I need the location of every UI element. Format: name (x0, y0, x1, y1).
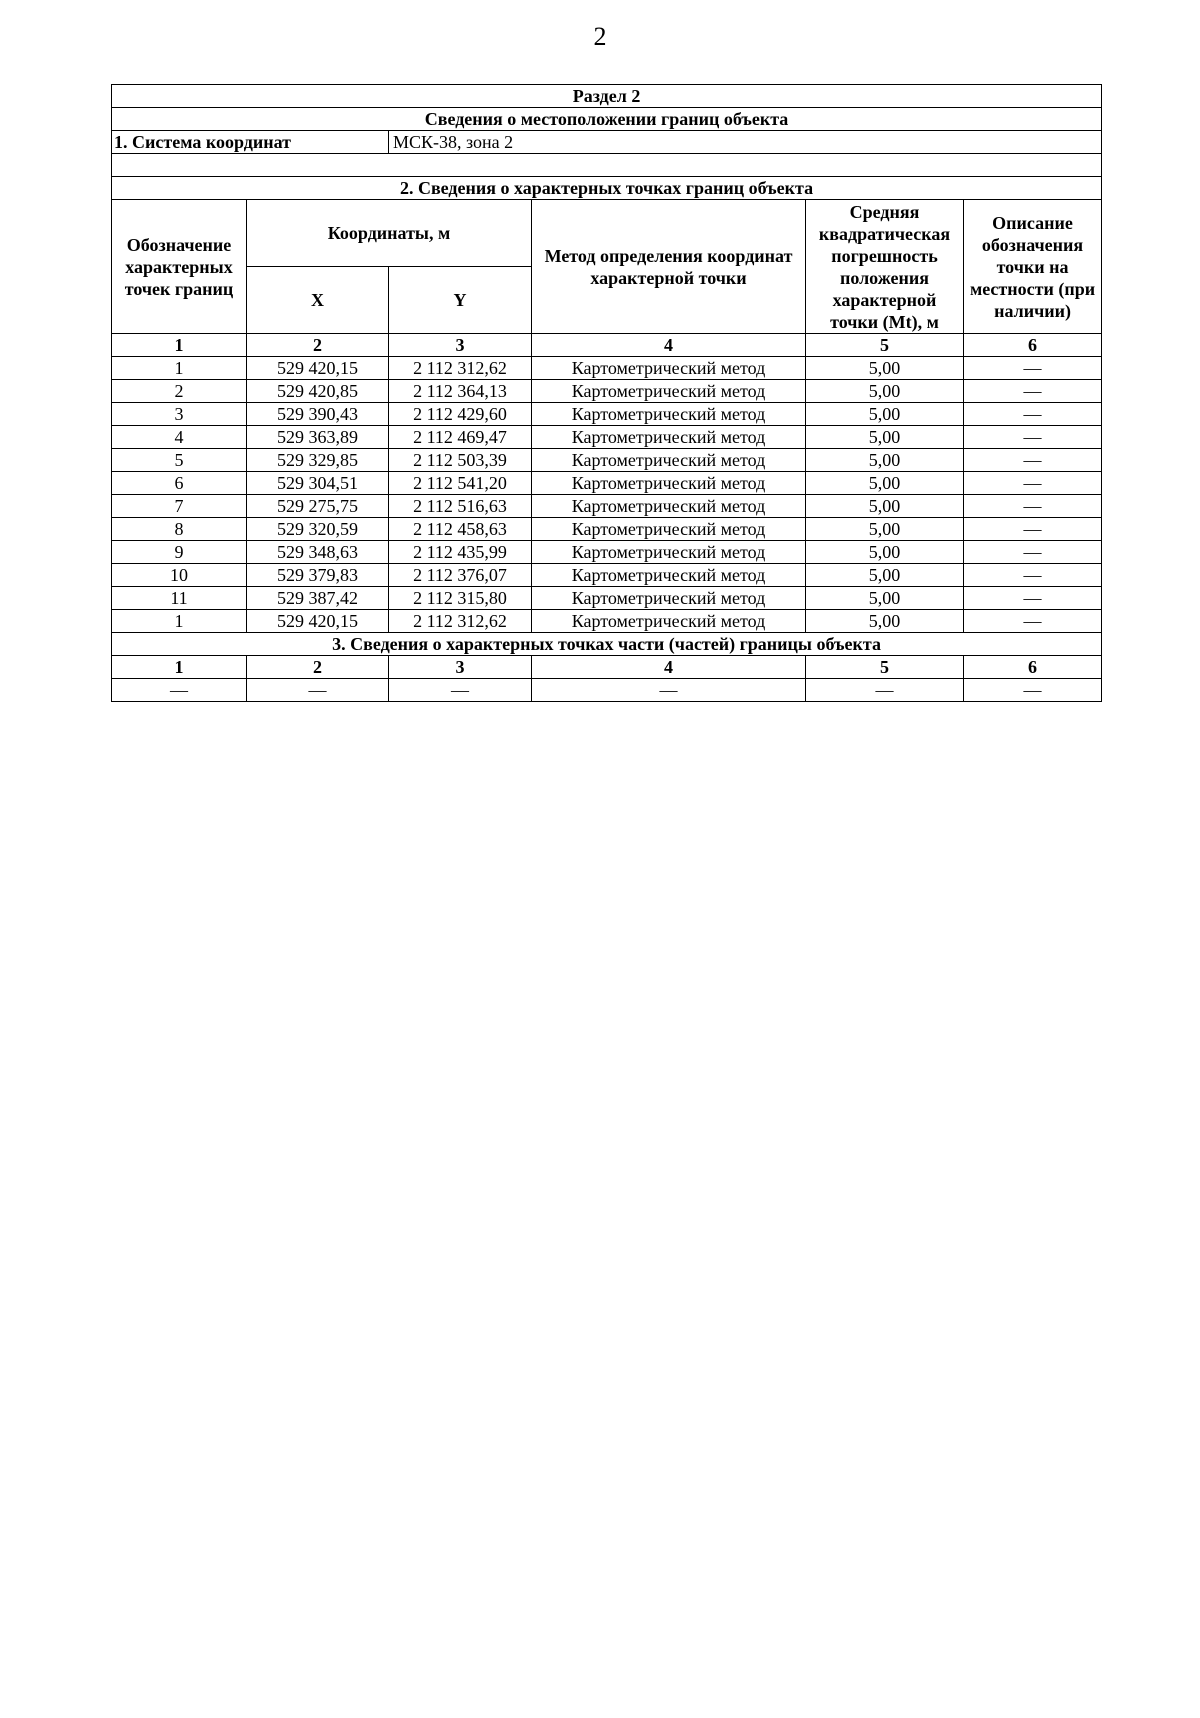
part-cell: — (964, 679, 1102, 702)
col-num: 3 (389, 334, 532, 357)
col-num: 6 (964, 334, 1102, 357)
point-x: 529 348,63 (247, 541, 389, 564)
table-row (112, 472, 1102, 495)
point-y: 2 112 364,13 (389, 380, 532, 403)
point-desc: — (964, 541, 1102, 564)
point-mt: 5,00 (806, 518, 964, 541)
point-number: 2 (112, 380, 247, 403)
section-subtitle: Сведения о местоположении границ объекта (112, 108, 1102, 131)
point-number: 1 (112, 357, 247, 380)
table-row (112, 610, 1102, 633)
part-cell: — (389, 679, 532, 702)
point-y: 2 112 503,39 (389, 449, 532, 472)
point-mt: 5,00 (806, 426, 964, 449)
col-num: 1 (112, 334, 247, 357)
col-num: 6 (964, 656, 1102, 679)
point-method: Картометрический метод (532, 495, 806, 518)
point-desc: — (964, 564, 1102, 587)
parts-section-title: 3. Сведения о характерных точках части (частей) границы объекта (112, 633, 1102, 656)
points-section-title: 2. Сведения о характерных точках границ объекта (112, 177, 1102, 200)
point-method: Картометрический метод (532, 541, 806, 564)
table-row (112, 518, 1102, 541)
point-desc: — (964, 449, 1102, 472)
col-num: 5 (806, 656, 964, 679)
point-number: 5 (112, 449, 247, 472)
col-num: 4 (532, 656, 806, 679)
point-desc: — (964, 472, 1102, 495)
point-number: 11 (112, 587, 247, 610)
point-y: 2 112 429,60 (389, 403, 532, 426)
point-x: 529 420,15 (247, 357, 389, 380)
header-error: Средняя квадратическая погрешность положения характерной точки (Mt), м (806, 200, 964, 334)
point-y: 2 112 541,20 (389, 472, 532, 495)
table-row (112, 495, 1102, 518)
point-number: 10 (112, 564, 247, 587)
point-method: Картометрический метод (532, 610, 806, 633)
point-desc: — (964, 357, 1102, 380)
parts-column-numbers (112, 656, 1102, 679)
part-cell: — (247, 679, 389, 702)
part-cell: — (806, 679, 964, 702)
point-y: 2 112 315,80 (389, 587, 532, 610)
point-number: 7 (112, 495, 247, 518)
point-number: 9 (112, 541, 247, 564)
point-y: 2 112 435,99 (389, 541, 532, 564)
point-method: Картометрический метод (532, 403, 806, 426)
point-mt: 5,00 (806, 449, 964, 472)
col-num: 4 (532, 334, 806, 357)
point-mt: 5,00 (806, 495, 964, 518)
point-x: 529 363,89 (247, 426, 389, 449)
point-mt: 5,00 (806, 472, 964, 495)
header-description: Описание обозначения точки на местности (при наличии) (964, 200, 1102, 334)
header-coordinates: Координаты, м (247, 200, 532, 267)
point-method: Картометрический метод (532, 449, 806, 472)
point-x: 529 304,51 (247, 472, 389, 495)
points-column-numbers (112, 334, 1102, 357)
page-number: 2 (593, 22, 607, 51)
table-row (112, 587, 1102, 610)
point-y: 2 112 458,63 (389, 518, 532, 541)
point-method: Картометрический метод (532, 357, 806, 380)
col-num: 2 (247, 656, 389, 679)
point-desc: — (964, 403, 1102, 426)
point-x: 529 420,85 (247, 380, 389, 403)
col-num: 3 (389, 656, 532, 679)
col-num: 5 (806, 334, 964, 357)
point-desc: — (964, 495, 1102, 518)
point-x: 529 320,59 (247, 518, 389, 541)
spacer-row (112, 154, 1102, 177)
point-number: 6 (112, 472, 247, 495)
point-number: 1 (112, 610, 247, 633)
coord-system-value: МСК-38, зона 2 (389, 131, 1102, 154)
point-mt: 5,00 (806, 610, 964, 633)
point-method: Картометрический метод (532, 587, 806, 610)
table-row (112, 449, 1102, 472)
point-x: 529 390,43 (247, 403, 389, 426)
point-mt: 5,00 (806, 403, 964, 426)
point-method: Картометрический метод (532, 518, 806, 541)
point-number: 3 (112, 403, 247, 426)
point-desc: — (964, 610, 1102, 633)
point-method: Картометрический метод (532, 564, 806, 587)
point-y: 2 112 312,62 (389, 610, 532, 633)
table-row (112, 380, 1102, 403)
table-row (112, 541, 1102, 564)
point-x: 529 379,83 (247, 564, 389, 587)
col-num: 1 (112, 656, 247, 679)
point-mt: 5,00 (806, 541, 964, 564)
part-cell: — (112, 679, 247, 702)
table-row (112, 403, 1102, 426)
point-x: 529 420,15 (247, 610, 389, 633)
point-mt: 5,00 (806, 564, 964, 587)
point-mt: 5,00 (806, 587, 964, 610)
table-row (112, 679, 1102, 702)
point-method: Картометрический метод (532, 472, 806, 495)
part-cell: — (532, 679, 806, 702)
table-row (112, 426, 1102, 449)
point-x: 529 275,75 (247, 495, 389, 518)
point-y: 2 112 312,62 (389, 357, 532, 380)
header-method: Метод определения координат характерной точки (532, 200, 806, 334)
boundary-document (111, 84, 1101, 702)
header-x: X (247, 267, 389, 334)
point-y: 2 112 376,07 (389, 564, 532, 587)
point-desc: — (964, 587, 1102, 610)
table-row (112, 357, 1102, 380)
point-desc: — (964, 518, 1102, 541)
point-y: 2 112 516,63 (389, 495, 532, 518)
section-title: Раздел 2 (112, 85, 1102, 108)
point-mt: 5,00 (806, 380, 964, 403)
header-designation: Обозначение характерных точек границ (112, 200, 247, 334)
table-row (112, 564, 1102, 587)
spacer-cell (112, 154, 1102, 177)
point-desc: — (964, 426, 1102, 449)
point-y: 2 112 469,47 (389, 426, 532, 449)
point-mt: 5,00 (806, 357, 964, 380)
point-desc: — (964, 380, 1102, 403)
col-num: 2 (247, 334, 389, 357)
coord-system-label: 1. Система координат (112, 131, 389, 154)
point-x: 529 329,85 (247, 449, 389, 472)
point-number: 8 (112, 518, 247, 541)
point-method: Картометрический метод (532, 426, 806, 449)
boundary-table (111, 84, 1102, 702)
point-x: 529 387,42 (247, 587, 389, 610)
point-method: Картометрический метод (532, 380, 806, 403)
header-y: Y (389, 267, 532, 334)
point-number: 4 (112, 426, 247, 449)
